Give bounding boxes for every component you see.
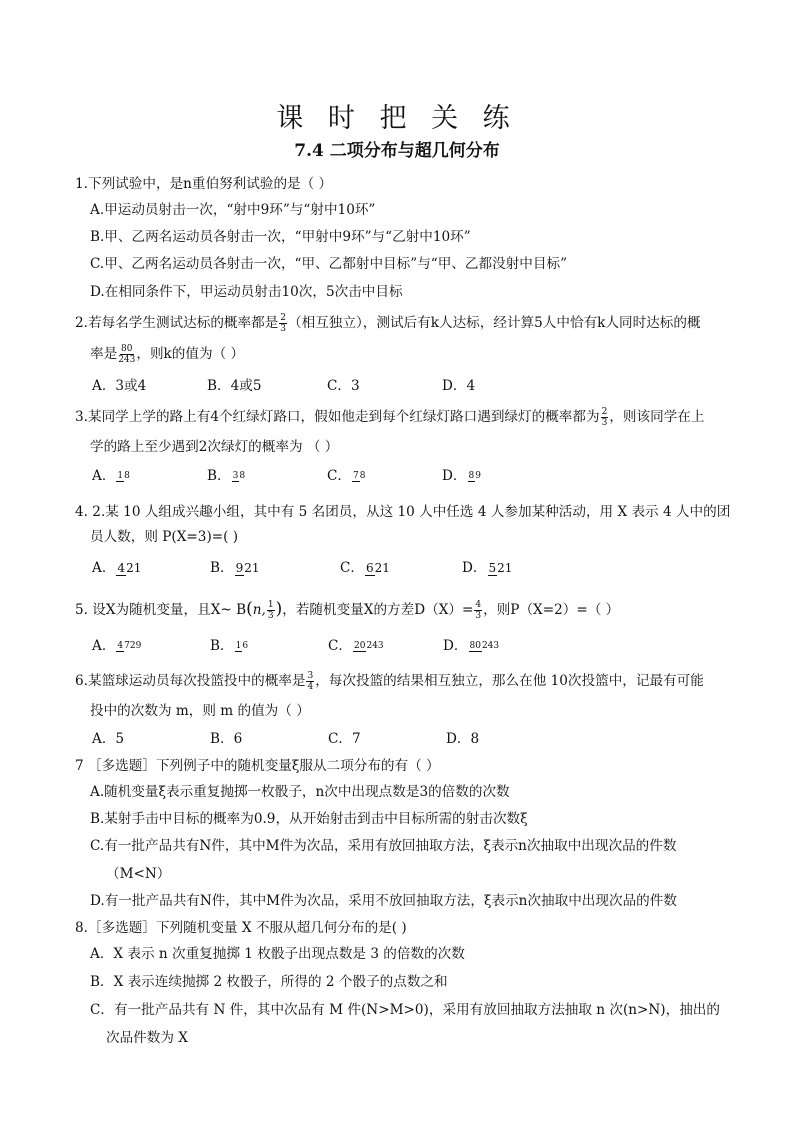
q5-option-d: D． 80243 [443,638,500,654]
q5-options [92,636,732,656]
q2-stem-part2: （相互独立），测试后有k人达标，经计算5人中恰有k人同时达标的概 [288,315,701,331]
q2-option-a: A．3或4 [92,378,147,394]
q2-result-fraction [118,344,135,365]
q6-stem-part2: ，每次投篮的结果相互独立，那么在他 10次投篮中，记最有可能 [315,673,704,689]
q1-option-a: A.甲运动员射击一次，“射中9环”与“射中10环” [90,202,376,218]
q4-stem-line2: 员人数，则 P(X=3)=( ) [90,529,239,545]
section-subtitle: 7.4 二项分布与超几何分布 [294,141,500,161]
q4-option-b: B． 921 [210,560,260,576]
q5-stem-part1: 5. 设X为随机变量，且X~ B [75,602,247,618]
q8-option-b: B．X 表示连续抛掷 2 枚骰子，所得的 2 个骰子的点数之和 [90,974,448,990]
q2-line2-part1: 率是 [90,346,118,362]
q3-stem [75,407,704,428]
page-title: 课 时 把 关 练 [276,103,518,134]
q7-option-b: B.某射手击中目标的概率为0.9，从开始射击到击中目标所需的射击次数ξ [90,811,528,827]
q5-option-b: B． 16 [210,638,249,654]
q2-options [92,376,732,396]
q4-options [92,558,732,578]
q2-option-c: C．3 [327,378,360,394]
q2-option-b: B．4或5 [207,378,262,394]
q5-option-c: C． 20243 [328,638,384,654]
fraction-numerator: 2 [601,407,608,417]
q3-option-d: D． 89 [442,468,481,484]
fraction-denominator: 3 [601,418,608,428]
q1-stem: 1.下列试验中，是n重伯努利试验的是（ ） [75,176,333,192]
q7-option-c-line2: （M<N） [106,866,171,882]
q3-option-a: A． 18 [92,468,130,484]
q6-option-b: B．6 [210,731,243,747]
q6-option-c: C．7 [328,731,361,747]
q8-option-c: C．有一批产品共有 N 件，其中次品有 M 件(N>M>0)，采用有放回抽取方法抽取 n 次(n>N)，抽出的 [90,1002,720,1018]
q2-option-d: D．4 [442,378,476,394]
q4-stem: 4. 2.某 10 人组成兴趣小组，其中有 5 名团员，从这 10 人中任选 4 人参加某种活动，用 X 表示 4 人中的团 [75,504,731,520]
q5-stem-part2: ，若随机变量X的方差D（X）= [282,602,474,618]
q5-stem-part3: ，则P（X=2）=（ ） [483,602,620,618]
q3-option-b: B． 38 [207,468,246,484]
q2-stem-line2 [90,344,244,365]
q6-option-a: A．5 [92,731,125,747]
q3-prob-fraction [601,407,609,428]
q1-option-d: D.在相同条件下，甲运动员射击10次，5次击中目标 [90,284,403,300]
q5-stem: 5. 设X为随机变量，且X~ B(n, $\frac{1}{3}$ )，若随机变量X的方差D（X）= $\frac{4}{3}$ ，则P（X=2）=（ ） [75,599,620,621]
q2-line2-part2: ，则k的值为（ ） [136,346,245,362]
q2-stem [75,313,701,334]
q1-option-c: C.甲、乙两名运动员各射击一次，“甲、乙都射中目标”与“甲、乙都没射中目标” [90,256,568,272]
q1-option-b: B.甲、乙两名运动员各射击一次，“甲射中9环”与“乙射中10环” [90,229,471,245]
q7-stem: 7 ［多选题］下列例子中的随机变量ξ服从二项分布的有（ ） [75,758,440,774]
q6-stem-part1: 6.某篮球运动员每次投篮投中的概率是 [75,673,306,689]
q3-stem-line2: 学的路上至少遇到2次绿灯的概率为 （ ） [90,439,339,455]
q7-option-c: C.有一批产品共有N件，其中M件为次品，采用有放回抽取方法，ξ表示n次抽取中出现次品的件数 [90,838,677,854]
q2-prob-fraction [279,313,287,334]
fraction-denominator: 243 [118,355,136,365]
q3-options [92,466,732,486]
q4-option-a: A． 421 [92,560,142,576]
q6-option-d: D．8 [446,731,480,747]
fraction-numerator: 2 [280,313,287,323]
q8-option-a: A．X 表示 n 次重复抛掷 1 枚骰子出现点数是 3 的倍数的次数 [90,946,465,962]
q3-stem-part1: 3.某同学上学的路上有4个红绿灯路口，假如他走到每个红绿灯路口遇到绿灯的概率都为 [75,409,600,425]
q8-option-c-line2: 次品件数为 X [106,1030,188,1046]
q6-stem [75,671,704,692]
q7-option-a: A.随机变量ξ表示重复抛掷一枚骰子，n次中出现点数是3的倍数的次数 [90,784,510,800]
q6-prob-fraction: $\frac{3}{4}$ [307,671,314,692]
q7-option-d: D.有一批产品共有N件，其中M件为次品，采用不放回抽取方法，ξ表示n次抽取中出现次品的件数 [90,893,677,909]
q5-d-fraction: $\frac{4}{3}$ [475,600,482,621]
fraction-denominator: 3 [280,324,287,334]
q2-stem-part1: 2.若每名学生测试达标的概率都是 [75,315,279,331]
q6-stem-line2: 投中的次数为 m，则 m 的值为（ ） [90,703,310,719]
fraction-numerator: 80 [121,344,133,354]
q3-option-c: C． 78 [327,468,366,484]
q4-option-d: D． 521 [462,560,513,576]
q3-stem-part2: ，则该同学在上 [609,409,705,425]
q4-option-c: C． 621 [340,560,390,576]
q5-b-fraction: $\frac{1}{3}$ [267,600,274,621]
q5-option-a: A． 4729 [92,638,142,654]
q8-stem: 8.［多选题］下列随机变量 X 不服从超几何分布的是( ) [75,920,407,936]
q6-options [92,729,732,749]
